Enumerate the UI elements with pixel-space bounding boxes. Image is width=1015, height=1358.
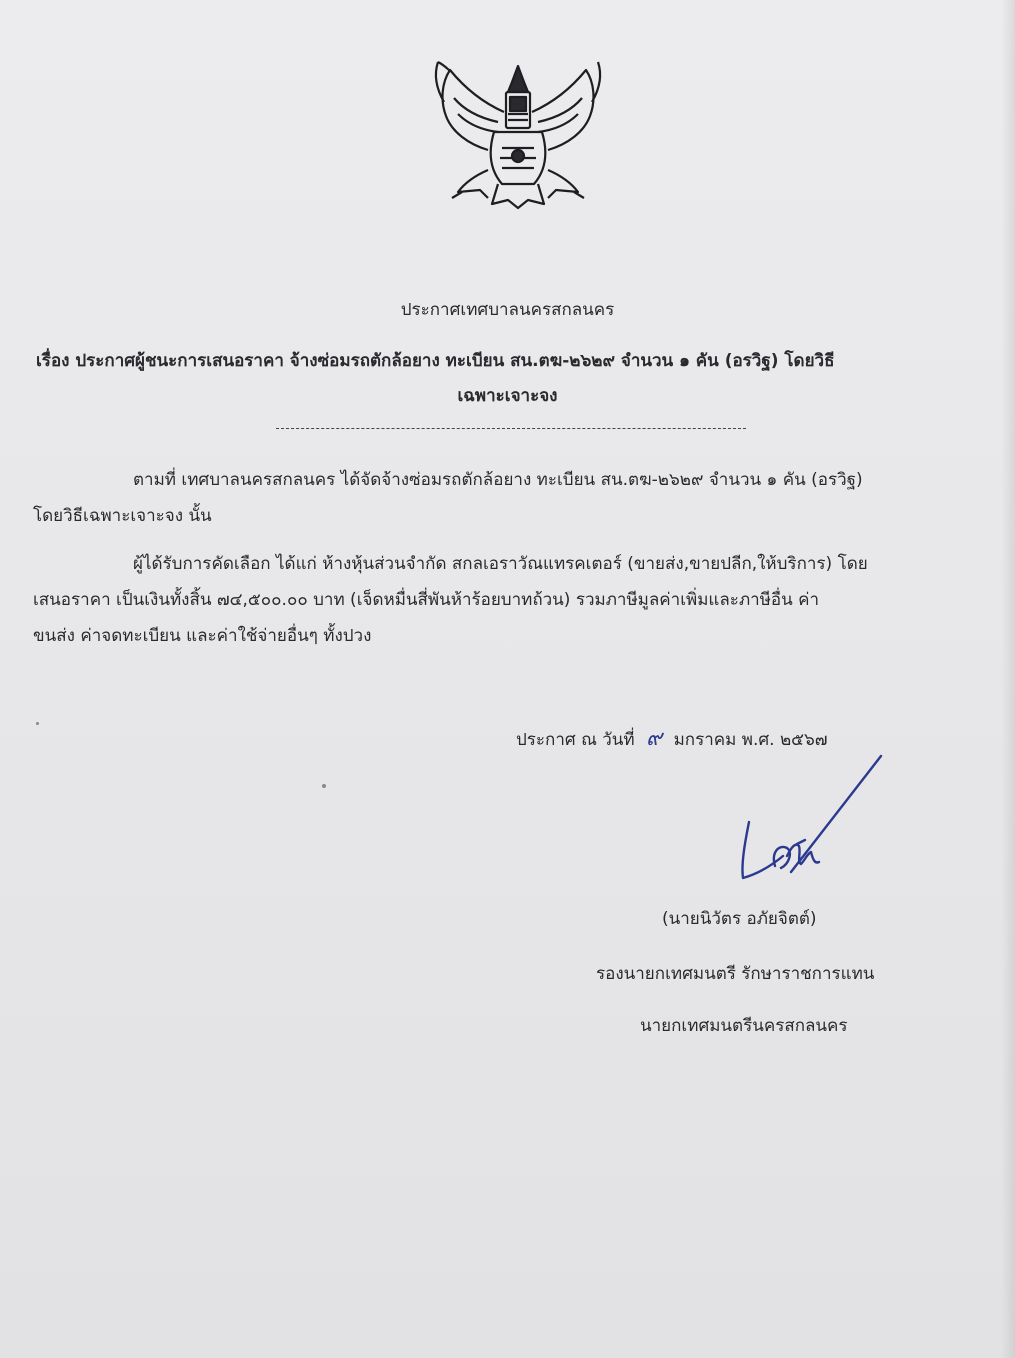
handwritten-signature-icon xyxy=(735,752,885,890)
garuda-emblem-icon xyxy=(428,52,608,212)
paper-speck xyxy=(36,722,39,725)
announcement-date xyxy=(516,720,828,755)
signatory-position-line-2: นายกเทศมนตรีนครสกลนคร xyxy=(640,1016,848,1036)
paragraph-1-line-1: ตามที่ เทศบาลนครสกลนคร ได้จัดจ้างซ่อมรถตักล้อยาง ทะเบียน สน.ตฆ-๒๖๒๙ จำนวน ๑ คัน (อรวิฐ) xyxy=(133,470,863,490)
date-month-year: มกราคม พ.ศ. ๒๕๖๗ xyxy=(673,730,828,750)
date-prefix: ประกาศ ณ วันที่ xyxy=(516,730,635,750)
signatory-name: (นายนิวัตร อภัยจิตต์) xyxy=(662,909,817,929)
paragraph-2-line-2: เสนอราคา เป็นเงินทั้งสิ้น ๗๔,๕๐๐.๐๐ บาท (เจ็ดหมื่นสี่พันห้าร้อยบาทถ้วน) รวมภาษีมูลค่าเพิ่มและภาษีอื่น ค่า xyxy=(33,590,820,610)
subject-line: เรื่อง ประกาศผู้ชนะการเสนอราคา จ้างซ่อมรถตักล้อยาง ทะเบียน สน.ตฆ-๒๖๒๙ จำนวน ๑ คัน (อรวิฐ) โดยวิธี xyxy=(36,351,835,371)
paragraph-2-line-3: ขนส่ง ค่าจดทะเบียน และค่าใช้จ่ายอื่นๆ ทั้งปวง xyxy=(33,626,372,646)
signatory-position-line-1: รองนายกเทศมนตรี รักษาราชการแทน xyxy=(596,964,875,984)
separator-dashed-line xyxy=(276,428,746,429)
date-day-handwritten: ๙ xyxy=(646,726,663,751)
paragraph-2-line-1: ผู้ได้รับการคัดเลือก ได้แก่ ห้างหุ้นส่วนจำกัด สกลเอราวัณแทรคเตอร์ (ขายส่ง,ขายปลีก,ให้บริการ) โดย xyxy=(133,554,868,574)
paragraph-1-line-2: โดยวิธีเฉพาะเจาะจง นั้น xyxy=(33,506,212,526)
announcement-title: ประกาศเทศบาลนครสกลนคร xyxy=(400,300,615,320)
paragraph-1 xyxy=(33,462,973,534)
paragraph-2 xyxy=(33,546,973,654)
paper-speck xyxy=(322,784,326,788)
subject-line-continued: เฉพาะเจาะจง xyxy=(457,386,558,406)
page-edge-shadow xyxy=(1001,0,1015,1358)
